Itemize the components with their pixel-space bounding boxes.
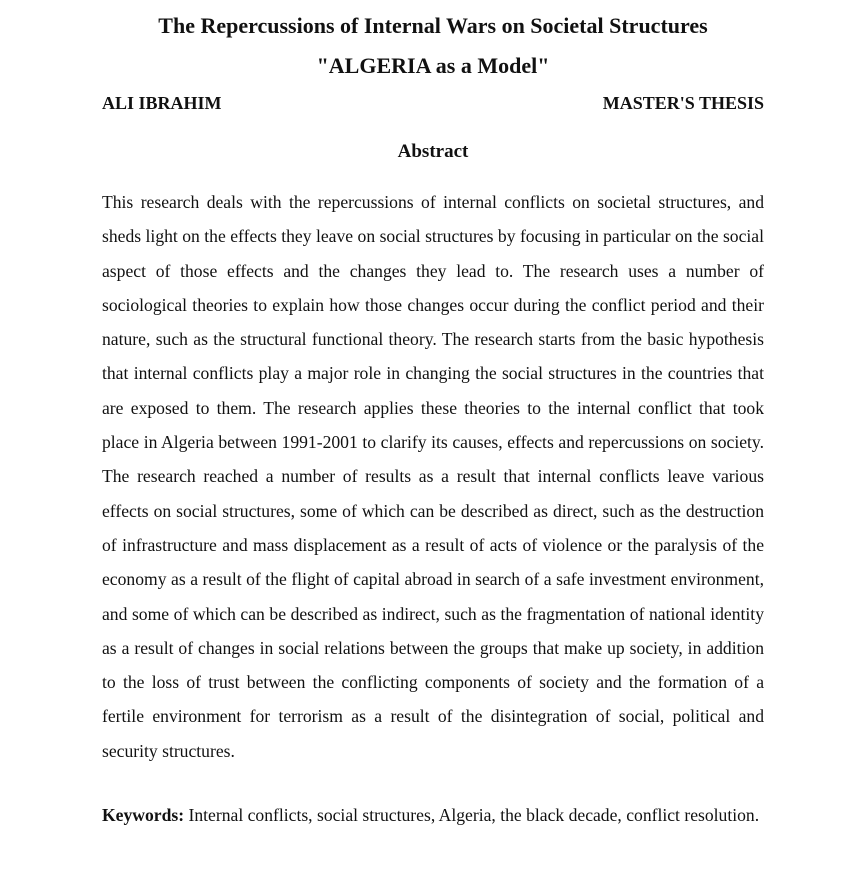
keywords-paragraph <box>102 798 764 832</box>
author-name: ALI IBRAHIM <box>102 93 222 113</box>
keywords-text: Internal conflicts, social structures, Algeria, the black decade, conflict resolution. <box>188 805 760 825</box>
thesis-title: The Repercussions of Internal Wars on Societal Structures <box>158 13 708 38</box>
degree-type: MASTER'S THESIS <box>602 93 764 113</box>
thesis-subtitle: "ALGERIA as a Model" <box>316 53 550 78</box>
keywords-label: Keywords: <box>102 805 185 825</box>
abstract-body: This research deals with the repercussions of internal conflicts on societal structures, and sheds light on the effects they leave on social structures by focusing in particular on the social aspect of those effects and the changes they lead to. The research uses a number of sociological theories to explain how those changes occur during the conflict period and their nature, such as the structural functional theory. The research starts from the basic hypothesis that internal conflicts play a major role in changing the social structures in the countries that are exposed to them. The research applies these theories to the internal conflict that took place in Algeria between 1991-2001 to clarify its causes, effects and repercussions on society. The research reached a number of results as a result that internal conflicts leave various effects on social structures, some of which can be described as direct, such as the destruction of infrastructure and mass displacement as a result of acts of violence or the paralysis of the economy as a result of the flight of capital abroad in search of a safe investment environment, and some of which can be described as indirect, such as the fragmentation of national identity as a result of changes in social relations between the groups that make up society, in addition to the loss of trust between the conflicting components of society and the formation of a fertile environment for terrorism as a result of the disintegration of social, political and security structures. <box>102 192 764 761</box>
abstract-heading: Abstract <box>397 141 469 162</box>
author-degree-row <box>102 90 764 116</box>
